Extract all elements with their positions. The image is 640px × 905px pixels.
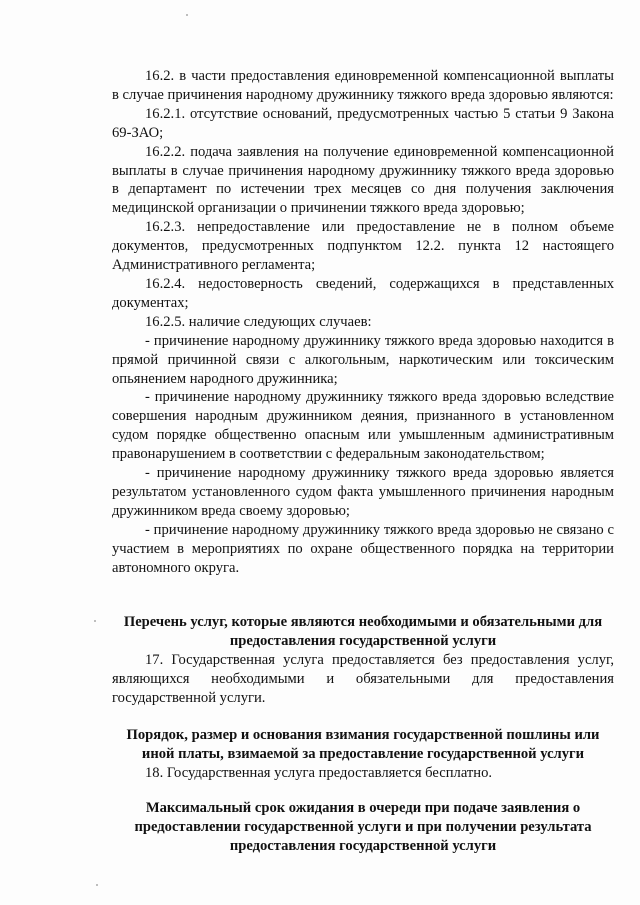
paragraph-16-2-5: 16.2.5. наличие следующих случаев: xyxy=(145,313,372,330)
spacer xyxy=(112,783,614,799)
case-item: - причинение народному дружиннику тяжкого вреда здоровью находится в прямой причинной связи с алкогольным, наркотическим или токсическим опьянением народного дружинника; xyxy=(112,332,614,387)
scan-speck xyxy=(186,14,188,16)
heading-wait: Максимальный срок ожидания в очереди при подаче заявления о предоставлении государственной услуги и при получении результата предоставления государственной услуги xyxy=(134,799,592,854)
scan-speck xyxy=(94,620,96,622)
heading-fee: Порядок, размер и основания взимания государственной пошлины или иной платы, взимаемой за предоставление государственной услуги xyxy=(126,727,600,762)
paragraph-16-2-3: 16.2.3. непредоставление или предоставление не в полном объеме документов, предусмотренных подпунктом 12.2. пункта 12 настоящего Административного регламента; xyxy=(112,219,614,274)
paragraph-18: 18. Государственная услуга предоставляется бесплатно. xyxy=(145,764,493,781)
spacer xyxy=(112,577,614,613)
case-item: - причинение народному дружиннику тяжкого вреда здоровью не связано с участием в мероприятиях по охране общественного порядка на территории автономного округа. xyxy=(112,521,614,576)
case-item: - причинение народному дружиннику тяжкого вреда здоровью вследствие совершения народным дружинником деяния, признанного в установленном судом порядке общественно опасным или умышленным административным правонарушением в соответствии с федеральным законодательством; xyxy=(112,389,614,463)
paragraph-17: 17. Государственная услуга предоставляется без предоставления услуг, являющихся необходимыми и обязательными для предоставления государственной услуги. xyxy=(112,652,614,707)
spacer xyxy=(112,708,614,726)
document-body xyxy=(112,67,614,855)
heading-services: Перечень услуг, которые являются необходимыми и обязательными для предоставления государственной услуги xyxy=(123,614,603,650)
paragraph-16-2-2: 16.2.2. подача заявления на получение единовременной компенсационной выплаты в случае причинения народному дружиннику тяжкого вреда здоровью в департамент по истечении трех месяцев со дня получения заключения медицинской организации о причинении тяжкого вреда здоровью; xyxy=(112,143,614,217)
case-item: - причинение народному дружиннику тяжкого вреда здоровью является результатом установленного судом факта умышленного причинения народным дружинником вреда своему здоровью; xyxy=(112,465,614,519)
paragraph-16-2-4: 16.2.4. недостоверность сведений, содержащихся в представленных документах; xyxy=(112,275,614,311)
paragraph-16-2-1: 16.2.1. отсутствие оснований, предусмотренных частью 5 статьи 9 Закона 69-ЗАО; xyxy=(112,105,614,141)
scan-speck xyxy=(96,884,98,886)
paragraph-16-2: 16.2. в части предоставления единовременной компенсационной выплаты в случае причинения народному дружиннику тяжкого вреда здоровью являются: xyxy=(112,68,614,103)
